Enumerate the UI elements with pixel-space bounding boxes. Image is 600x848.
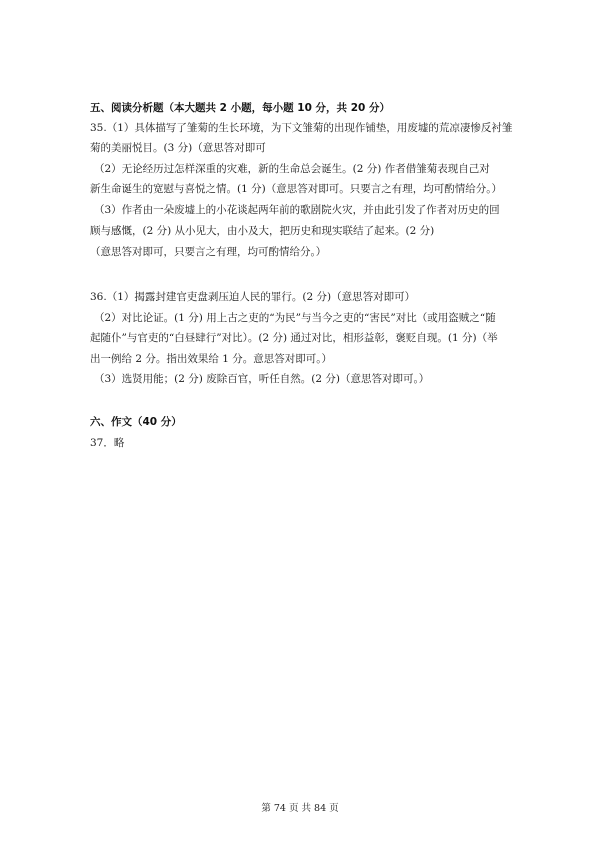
section-five-title: 五、阅读分析题（本大题共 2 小题，每小题 10 分，共 20 分） bbox=[90, 102, 390, 114]
q37-answer: 37．略 bbox=[90, 437, 125, 449]
q35-line-3: （2）无论经历过怎样深重的灾难，新的生命总会诞生。(2 分) 作者借雏菊表现自己对 bbox=[94, 163, 490, 175]
q35-line-6: 顾与感慨，(2 分) 从小见大，由小及大，把历史和现实联结了起来。(2 分) bbox=[90, 225, 435, 237]
q36-line-5: （3）选贤用能；(2 分) 废除百官，听任自然。(2 分)（意思答对即可。） bbox=[94, 373, 430, 385]
q35-line-7: （意思答对即可，只要言之有理，均可酌情给分。） bbox=[90, 246, 327, 258]
q35-line-5: （3）作者由一朵废墟上的小花谈起两年前的歌剧院火灾，并由此引发了作者对历史的回 bbox=[94, 204, 500, 216]
section-six-title: 六、作文（40 分） bbox=[90, 416, 182, 428]
q35-line-1: 35.（1）具体描写了雏菊的生长环境，为下文雏菊的出现作铺垫，用废墟的荒凉凄惨反衬雏 bbox=[90, 122, 513, 134]
q36-line-2: （2）对比论证。(1 分) 用上古之吏的“为民”与当今之吏的“害民”对比（或用盗贼之“随 bbox=[94, 312, 496, 324]
q35-line-2: 菊的美丽悦目。(3 分)（意思答对即可 bbox=[90, 142, 266, 154]
q35-line-4: 新生命诞生的宽慰与喜悦之情。(1 分)（意思答对即可。只要言之有理，均可酌情给分。） bbox=[90, 183, 502, 195]
q36-line-3: 起随仆”与官吏的“白昼肆行”对比）。(2 分) 通过对比，相形益彰，褒贬自现。(1 分)（举 bbox=[90, 332, 498, 344]
page-number-footer: 第 74 页 共 84 页 bbox=[261, 803, 339, 814]
q36-line-4: 出一例给 2 分。指出效果给 1 分。意思答对即可。） bbox=[90, 353, 332, 365]
q36-line-1: 36.（1）揭露封建官吏盘剥压迫人民的罪行。(2 分)（意思答对即可） bbox=[90, 291, 416, 303]
